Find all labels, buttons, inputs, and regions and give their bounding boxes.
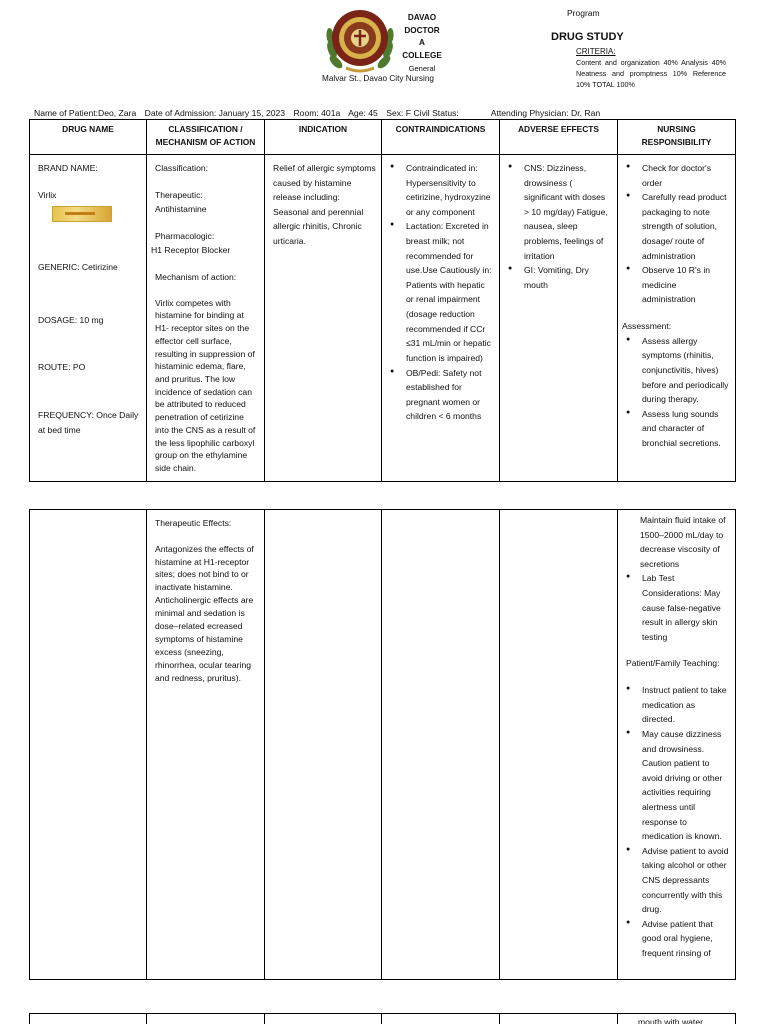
document-title: DRUG STUDY	[551, 31, 624, 43]
classification-cell	[147, 510, 265, 980]
list-item: ● Instruct patient to take medication as directed.	[626, 683, 730, 727]
contraindications-cell	[382, 1014, 500, 1024]
therapeutic-value: Antihistamine	[155, 204, 207, 215]
dosage: DOSAGE: 10 mg	[38, 314, 104, 325]
col-drug-name: DRUG NAME	[30, 120, 147, 155]
list-item: ● GI: Vomiting, Dry mouth	[508, 263, 612, 292]
table-row	[30, 155, 736, 482]
list-item: ● Advise patient that good oral hygiene, frequent rinsing of	[626, 917, 730, 961]
criteria-text: Content and organization 40% Analysis 40% Neatness and promptness 10% Reference 10% TOTAL 100%	[576, 58, 726, 90]
list-item: ● Advise patient to avoid taking alcohol or other CNS depressants concurrently with this drug.	[626, 844, 730, 917]
therapeutic-effects-text: Antagonizes the effects of histamine at H1-receptor sites; does not bind to or inactivate histamine. Anticholinergic effects are minimal and sedation is dose–related ecreased symptoms of histamine excess (sneezing, rhinorrhea, ocular tearing and redness, pruritus).	[155, 543, 254, 683]
table-row	[30, 1014, 736, 1024]
therapeutic-effects-label: Therapeutic Effects:	[155, 518, 232, 528]
col-adverse-effects: ADVERSE EFFECTS	[500, 120, 618, 155]
college-address: Malvar St., Davao City Nursing	[322, 74, 434, 83]
assessment-list	[626, 334, 730, 451]
classification-label: Classification:	[155, 163, 209, 173]
nursing-cell	[618, 155, 736, 482]
list-item: ● Lab Test Considerations: May cause false-negative result in allergy skin testing	[626, 571, 730, 644]
sex: Sex: F	[386, 108, 412, 118]
room: Room: 401a	[293, 108, 341, 118]
generic-name: GENERIC: Cetirizine	[38, 262, 118, 273]
drug-name-cell	[30, 155, 147, 482]
adverse-effects-cell	[500, 155, 618, 482]
patient-name: Name of Patient:Deo, Zara	[34, 108, 137, 118]
indication-cell	[265, 155, 382, 482]
teaching-list	[626, 683, 730, 961]
moa-label: Mechanism of action:	[155, 272, 237, 283]
list-item: ● CNS: Dizziness, drowsiness ( significant with doses > 10 mg/day) Fatigue, nausea, sleep problems, feelings of irritation	[508, 161, 612, 263]
lab-list	[626, 571, 730, 644]
list-item: ● Lactation: Excreted in breast milk; not recommended for use.Use Cautiously in: Patients with hepatic or renal impairment (dosage reduction recommended if CCr ≤31 mL/min or hepatic function is impaired)	[390, 219, 494, 365]
medicine-package-image	[52, 206, 112, 222]
drug-study-table-page1	[29, 119, 736, 482]
contraindications-cell	[382, 155, 500, 482]
list-item: ● Check for doctor's order	[626, 161, 730, 190]
adverse-effects-cell	[500, 1014, 618, 1024]
col-indication: INDICATION	[265, 120, 382, 155]
drug-name-cell	[30, 510, 147, 980]
admission-date: Date of Admission: January 15, 2023	[144, 108, 286, 118]
program-label: Program	[567, 8, 600, 18]
nursing-cell	[618, 510, 736, 980]
contraindications-list	[390, 161, 494, 424]
nursing-list	[626, 161, 730, 307]
adverse-effects-cell	[500, 510, 618, 980]
college-seal-logo	[326, 6, 394, 74]
table-row	[30, 510, 736, 980]
list-item: ● Carefully read product packaging to note strength of solution, dosage/ route of administration	[626, 190, 730, 263]
teaching-label: Patient/Family Teaching:	[626, 658, 720, 669]
drug-name-cell	[30, 1014, 147, 1024]
pharmacologic-label: Pharmacologic:	[155, 230, 215, 241]
adverse-effects-list	[508, 161, 612, 292]
list-item: ● OB/Pedi: Safety not established for pregnant women or children < 6 months	[390, 366, 494, 424]
civil-status: Civil Status:	[413, 108, 459, 118]
list-item: ● Observe 10 R's in medicine administration	[626, 263, 730, 307]
pharmacologic-value: H1 Receptor Blocker	[151, 245, 231, 256]
contraindications-cell	[382, 510, 500, 980]
frequency: FREQUENCY: Once Daily at bed time	[38, 410, 139, 435]
brand-name: Virlix	[38, 189, 57, 200]
drug-study-table-page2	[29, 509, 736, 980]
indication-text: Relief of allergic symptoms caused by histamine release including: Seasonal and perennial allergic rhinitis, Chronic urticaria.	[273, 163, 376, 247]
nursing-cell	[618, 1014, 736, 1024]
col-contraindications: CONTRAINDICATIONS	[382, 120, 500, 155]
classification-cell	[147, 155, 265, 482]
brand-label: BRAND NAME:	[38, 163, 98, 173]
indication-cell	[265, 510, 382, 980]
therapeutic-label: Therapeutic:	[155, 189, 203, 200]
attending-physician: Attending Physician: Dr. Ran	[490, 108, 601, 118]
fluid-intake-text: Maintain fluid intake of 1500–2000 mL/day to decrease viscosity of secretions	[640, 515, 726, 569]
list-item: ● Assess allergy symptoms (rhinitis, conjunctivitis, hives) before and periodically during therapy.	[626, 334, 730, 407]
college-name: DAVAO DOCTOR A COLLEGE General	[402, 13, 442, 73]
document-header	[0, 0, 768, 110]
col-classification: CLASSIFICATION / MECHANISM OF ACTION	[147, 120, 265, 155]
drug-study-table-page3	[29, 1013, 736, 1024]
criteria-label: CRITERIA:	[576, 47, 616, 56]
indication-cell	[265, 1014, 382, 1024]
list-item: ● May cause dizziness and drowsiness. Caution patient to avoid driving or other activities requiring alertness until response to medication is known.	[626, 727, 730, 844]
classification-cell	[147, 1014, 265, 1024]
list-item: ● Assess lung sounds and character of bronchial secretions.	[626, 407, 730, 451]
age: Age: 45	[348, 108, 378, 118]
table-header-row	[30, 120, 736, 155]
list-item: ● Contraindicated in: Hypersensitivity to cetirizine, hydroxyzine or any component	[390, 161, 494, 219]
moa-text: Virlix competes with histamine for binding at H1- receptor sites on the effector cell surface, resulting in suppression of histaminic edema, flare, and pruritus. The low incidence of sedation can be attributed to reduced penetration of cetirizine into the CNS as a result of the less lipophilic carboxyl group on the ethylamine side chain.	[155, 297, 256, 473]
route: ROUTE: PO	[38, 362, 86, 373]
nursing-continued-text: mouth with water	[638, 1017, 703, 1024]
col-nursing-responsibility: NURSING RESPONSIBILITY	[618, 120, 736, 155]
assessment-label: Assessment:	[622, 321, 672, 332]
